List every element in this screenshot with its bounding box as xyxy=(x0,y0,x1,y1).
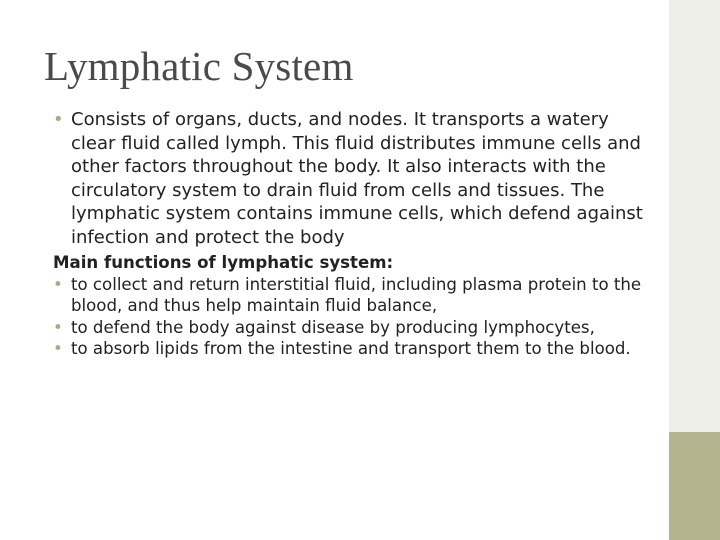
function-text: to absorb lipids from the intestine and transport them to the blood. xyxy=(71,339,631,358)
slide-body xyxy=(53,108,653,360)
function-item xyxy=(53,317,653,339)
functions-heading: Main functions of lymphatic system: xyxy=(53,253,394,272)
accent-block xyxy=(669,432,720,540)
bullet-icon: • xyxy=(53,274,63,294)
function-item xyxy=(53,338,653,360)
slide-title: Lymphatic System xyxy=(44,43,354,89)
function-item xyxy=(53,274,653,317)
function-text: to collect and return interstitial fluid, including plasma protein to the blood, and thus help maintain fluid balance, xyxy=(71,274,642,315)
bullet-icon: • xyxy=(53,339,63,358)
intro-paragraph xyxy=(53,108,653,249)
bullet-icon: • xyxy=(53,317,63,337)
intro-text: Consists of organs, ducts, and nodes. It transports a watery clear fluid called lymph. This fluid distributes immune cells and other factors throughout the body. It also interacts with the circulatory system to drain fluid from cells and tissues. The lymphatic system contains immune cells, which defend against infection and protect the body xyxy=(71,109,643,248)
bullet-icon: • xyxy=(53,109,64,130)
function-text: to defend the body against disease by producing lymphocytes, xyxy=(71,317,595,337)
